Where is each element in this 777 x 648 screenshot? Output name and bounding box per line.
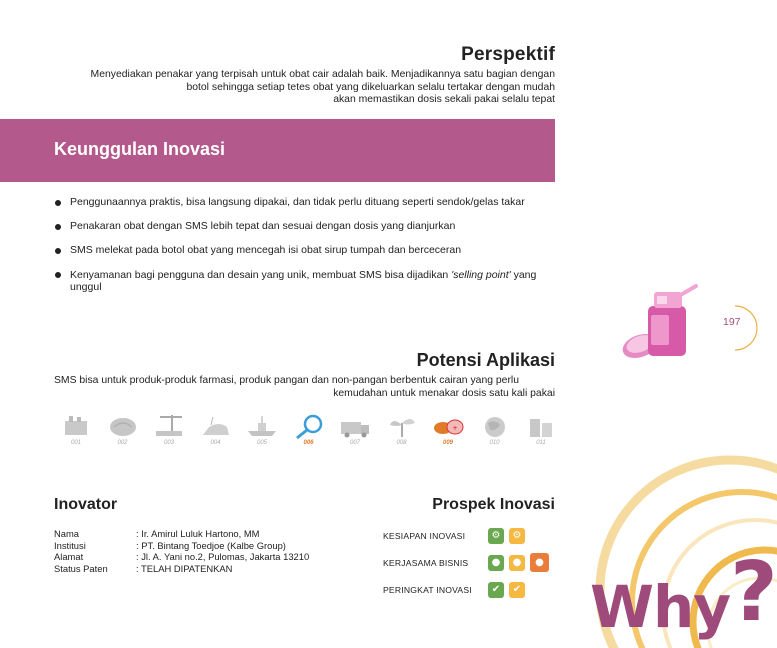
money-bag-icon: ● — [530, 553, 549, 572]
info-label: Alamat — [54, 551, 84, 563]
gear-icon: ⚙ — [509, 528, 525, 544]
ship-icon-graphic — [245, 413, 279, 439]
list-item: SMS melekat pada botol obat yang mencegah isi obat sirup tumpah dan berceceran — [54, 244, 555, 257]
grass-icon-graphic — [199, 413, 233, 439]
thumbs-up-icon: ✔ — [509, 582, 525, 598]
keunggulan-title: Keunggulan Inovasi — [54, 139, 226, 159]
industry-icon-graphic — [59, 413, 93, 439]
perspektif-line: Menyediakan penakar yang terpisah untuk obat cair adalah baik. Menjadikannya satu bagian dengan — [90, 69, 555, 80]
list-item: Penakaran obat dengan SMS lebih tepat dan sesuai dengan dosis yang dianjurkan — [54, 220, 555, 233]
page-arc — [735, 306, 757, 350]
gear-icon: ⚙ — [488, 528, 504, 544]
crane-icon-graphic — [152, 413, 186, 439]
prospek-row-kerjasama — [383, 549, 554, 576]
plant-icon-graphic — [385, 413, 419, 439]
icon-number: 008 — [396, 440, 407, 446]
prospek-label: KESIAPAN INOVASI — [383, 530, 466, 541]
potensi-line: kemudahan untuk menakar dosis satu kali pakai — [333, 387, 555, 399]
crane-icon — [147, 413, 191, 451]
info-row — [54, 551, 309, 563]
brain-icon-graphic — [106, 413, 140, 439]
info-value: : Ir. Amirul Luluk Hartono, MM — [136, 528, 260, 539]
bullet-text: Kenyamanan bagi pengguna dan desain yang unik, membuat SMS bisa dijadikan — [70, 268, 452, 281]
grass-icon — [194, 413, 238, 451]
truck-icon — [333, 413, 377, 451]
application-icons-row — [54, 413, 559, 451]
building-icon-graphic — [524, 413, 558, 439]
icon-number: 001 — [70, 440, 81, 446]
icon-number: 004 — [210, 440, 221, 446]
money-bag-icon: ● — [509, 555, 525, 571]
info-label: Institusi — [54, 539, 86, 551]
thumbs-up-icon: ✔ — [488, 582, 504, 598]
info-row — [54, 528, 309, 540]
info-row — [54, 540, 309, 552]
brain-icon — [101, 413, 145, 451]
keunggulan-list — [54, 196, 555, 305]
why-logo — [590, 545, 777, 647]
question-mark: ? — [730, 545, 777, 640]
why-word: Why — [590, 573, 731, 641]
truck-icon-graphic — [338, 413, 372, 439]
bullet-text: yang unggul — [70, 268, 537, 294]
ship-icon — [240, 413, 284, 451]
list-item — [54, 269, 555, 294]
prospek-label: KERJASAMA BISNIS — [383, 557, 469, 568]
icon-number: 009 — [442, 440, 453, 446]
prospek-label: PERINGKAT INOVASI — [383, 584, 472, 595]
icon-number: 010 — [489, 440, 500, 446]
pills-icon-graphic — [431, 413, 465, 439]
prospek-row-peringkat — [383, 576, 554, 603]
building-icon — [519, 413, 563, 451]
info-value: : Jl. A. Yani no.2, Pulomas, Jakarta 13210 — [136, 551, 310, 563]
info-value: : TELAH DIPATENKAN — [136, 562, 233, 574]
bullet-emphasis: 'selling point' — [451, 268, 511, 281]
icon-number: 002 — [117, 440, 128, 446]
prospek-ratings — [383, 522, 554, 603]
svg-text:+: + — [452, 425, 458, 432]
plant-icon — [380, 413, 424, 451]
inovator-info — [54, 528, 309, 574]
perspektif-text — [54, 69, 555, 107]
medicine-bottle-icon — [619, 286, 696, 362]
inovator-title: Inovator — [54, 496, 118, 513]
prospek-title: Prospek Inovasi — [432, 496, 555, 513]
perspektif-title: Perspektif — [461, 44, 555, 65]
pills-icon — [426, 413, 470, 451]
money-bag-icon: ● — [488, 555, 504, 571]
icon-number: 011 — [536, 440, 546, 446]
prospek-row-kesiapan — [383, 522, 554, 549]
potensi-title: Potensi Aplikasi — [416, 350, 555, 370]
magnifier-icon — [287, 413, 331, 451]
info-row — [54, 563, 309, 575]
info-label: Status Paten — [54, 562, 108, 574]
list-item: Penggunaannya praktis, bisa langsung dipakai, dan tidak perlu dituang seperti sendok/gelas takar — [54, 196, 555, 209]
icon-number: 006 — [303, 440, 314, 446]
icon-number: 003 — [163, 440, 174, 446]
potensi-text — [54, 375, 555, 400]
icon-number: 007 — [349, 440, 360, 446]
industry-icon — [54, 413, 98, 451]
info-label: Nama — [54, 528, 80, 539]
globe-icon-graphic — [478, 413, 512, 439]
magnifier-icon-graphic — [292, 413, 326, 439]
info-value: : PT. Bintang Toedjoe (Kalbe Group) — [136, 539, 286, 551]
icon-number: 005 — [256, 440, 267, 446]
perspektif-line: akan memastikan dosis sekali pakai selalu tepat — [333, 94, 555, 106]
page-number: 197 — [723, 316, 741, 328]
globe-icon — [473, 413, 517, 451]
potensi-line: SMS bisa untuk produk-produk farmasi, produk pangan dan non-pangan berbentuk cairan yang perlu — [54, 375, 519, 386]
perspektif-line: botol sehingga setiap tetes obat yang dikeluarkan selalu tertakar dengan mudah — [186, 81, 555, 93]
